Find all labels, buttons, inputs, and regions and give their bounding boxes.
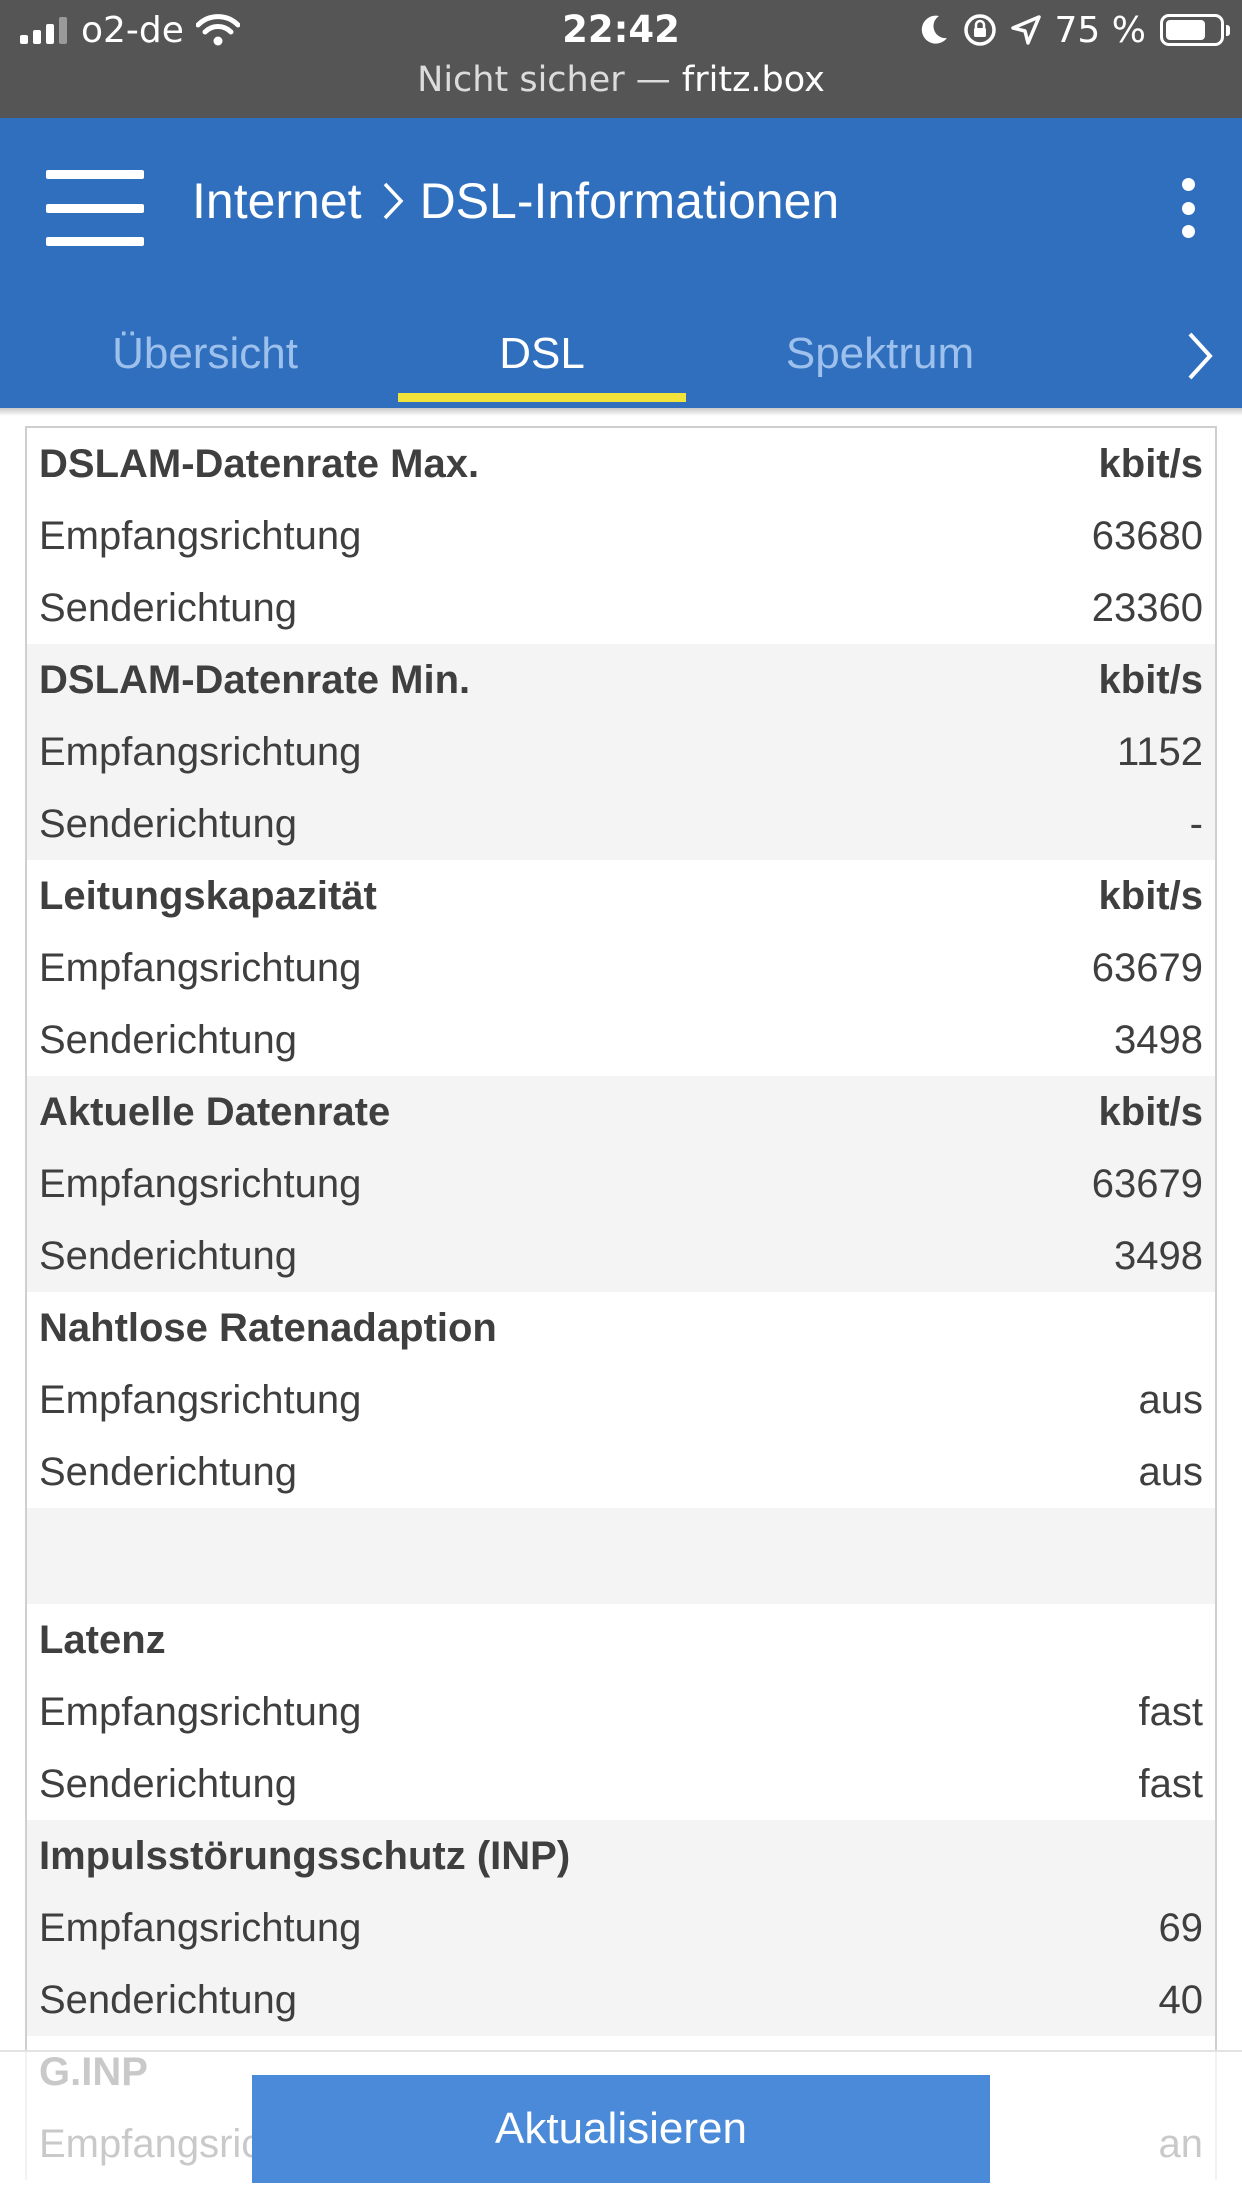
url-host: fritz.box [681, 60, 825, 100]
battery-percent: 75 % [1054, 9, 1146, 51]
table-row [27, 500, 1215, 572]
row-value: 3498 [1114, 1233, 1203, 1278]
hamburger-menu-icon[interactable] [46, 170, 144, 246]
table-row [27, 1148, 1215, 1220]
group-title: Aktuelle Datenrate [39, 1089, 391, 1134]
table-group [27, 1604, 1215, 1820]
row-value: 63679 [1091, 945, 1203, 990]
status-icons [919, 10, 1224, 50]
table-row [27, 860, 1215, 932]
table-row [27, 1436, 1215, 1508]
row-value: fast [1138, 1689, 1203, 1734]
group-unit: kbit/s [1098, 873, 1203, 918]
row-label: Senderichtung [39, 1977, 297, 2022]
group-title: DSLAM-Datenrate Min. [39, 657, 471, 702]
carrier-name: o2-de [81, 9, 184, 51]
row-label: Senderichtung [39, 585, 297, 630]
header-shadow [0, 408, 1242, 416]
table-row [27, 1292, 1215, 1364]
table-group [27, 1292, 1215, 1508]
row-value: 69 [1158, 1905, 1203, 1950]
row-label: Senderichtung [39, 1017, 297, 1062]
row-label: Senderichtung [39, 1233, 297, 1278]
row-label: Empfangsrichtung [39, 1905, 362, 1950]
tab-bar [0, 304, 1242, 408]
row-value: - [1189, 801, 1203, 846]
row-label: Senderichtung [39, 1449, 297, 1494]
rotation-lock-icon [963, 13, 997, 47]
table-row [27, 1892, 1215, 1964]
row-value: 40 [1158, 1977, 1203, 2022]
table-row [27, 1676, 1215, 1748]
table-row [27, 572, 1215, 644]
group-unit: kbit/s [1098, 657, 1203, 702]
row-label: Empfangsrichtung [39, 1377, 362, 1422]
row-label: Empfangsrichtung [39, 1689, 362, 1734]
row-value: 63679 [1091, 1161, 1203, 1206]
row-label: Empfangsrichtung [39, 945, 362, 990]
table-row [27, 1364, 1215, 1436]
moon-icon [919, 14, 949, 46]
row-value: 1152 [1116, 729, 1203, 774]
table-group [27, 644, 1215, 860]
group-unit: kbit/s [1098, 441, 1203, 486]
table-group [27, 1820, 1215, 2036]
row-label: Empfangsrichtung [39, 729, 362, 774]
clock: 22:42 [562, 8, 680, 51]
chevron-right-icon[interactable] [1182, 330, 1218, 382]
table-group [27, 860, 1215, 1076]
breadcrumb [192, 172, 839, 230]
table-row [27, 644, 1215, 716]
table-row [27, 1964, 1215, 2036]
table-spacer [27, 1508, 1215, 1604]
refresh-button[interactable]: Aktualisieren [252, 2075, 990, 2183]
row-label: Senderichtung [39, 1761, 297, 1806]
row-label: Empfangsrichtung [39, 513, 362, 558]
status-bar [0, 0, 1242, 118]
table-row [27, 1076, 1215, 1148]
table-row [27, 1004, 1215, 1076]
table-group [27, 428, 1215, 644]
address-bar[interactable] [0, 60, 1242, 100]
security-warning: Nicht sicher — [417, 60, 682, 100]
table-group [27, 1076, 1215, 1292]
group-title: Leitungskapazität [39, 873, 377, 918]
group-title: DSLAM-Datenrate Max. [39, 441, 480, 486]
table-row [27, 788, 1215, 860]
row-value: aus [1138, 1449, 1203, 1494]
table-row [27, 1604, 1215, 1676]
table-row [27, 1748, 1215, 1820]
group-title: Nahtlose Ratenadaption [39, 1305, 497, 1350]
more-options-icon[interactable] [1178, 178, 1198, 238]
location-icon [1011, 15, 1041, 45]
row-label: Senderichtung [39, 801, 297, 846]
group-title: Latenz [39, 1617, 166, 1662]
group-unit: kbit/s [1098, 1089, 1203, 1134]
row-label: Empfangsrichtung [39, 1161, 362, 1206]
tab-uebersicht[interactable]: Übersicht [112, 329, 298, 378]
table-row [27, 1820, 1215, 1892]
row-value: aus [1138, 1377, 1203, 1422]
row-value: 63680 [1091, 513, 1203, 558]
row-value: 23360 [1091, 585, 1203, 630]
table-row [27, 428, 1215, 500]
tab-dsl[interactable]: DSL [398, 304, 686, 408]
battery-icon [1160, 14, 1224, 46]
row-value: fast [1138, 1761, 1203, 1806]
dsl-info-table [25, 426, 1217, 2180]
chevron-right-icon [380, 181, 406, 221]
table-row [27, 716, 1215, 788]
app-header [0, 118, 1242, 408]
breadcrumb-parent[interactable]: Internet [192, 173, 362, 229]
group-title: Impulsstörungsschutz (INP) [39, 1833, 571, 1878]
table-row [27, 1220, 1215, 1292]
tab-spektrum[interactable]: Spektrum [785, 329, 975, 378]
row-value: 3498 [1114, 1017, 1203, 1062]
breadcrumb-current: DSL-Informationen [419, 173, 840, 229]
table-row [27, 932, 1215, 1004]
